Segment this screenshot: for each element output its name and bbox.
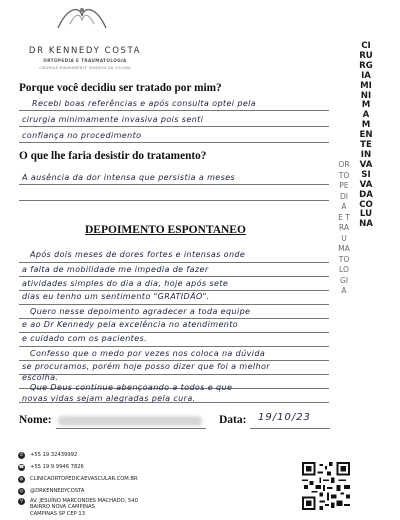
- globe-icon: ◍: [19, 476, 24, 482]
- date-value: 19/10/23: [258, 412, 311, 423]
- contact-instagram-row: [18, 486, 84, 496]
- testimony-title: DEPOIMENTO ESPONTANEO: [85, 224, 246, 236]
- contact-whatsapp-row: [18, 462, 84, 472]
- answer-line: [19, 126, 329, 127]
- redacted-name: [58, 416, 202, 426]
- side-text-secondary: ORTOPEDIA E TRAUMATOLOGIA: [338, 160, 350, 295]
- testimony-line: e cuidado com os pacientes.: [22, 334, 148, 343]
- testimony-line: dias eu tenho um sentimento "GRATIDÃO".: [22, 292, 210, 301]
- instagram-icon: ◎: [19, 488, 24, 494]
- brand-specialty: ORTOPEDIA E TRAUMATOLOGIA: [43, 58, 127, 63]
- question-2-label: O que lhe faria desistir do tratamento?: [19, 150, 207, 162]
- testimony-line: Após dois meses de dores fortes e intensas onde: [30, 250, 246, 259]
- clinic-logo: [0, 0, 170, 80]
- answer-line: [19, 110, 329, 111]
- question-1-answer-line: confiança no procedimento: [22, 131, 142, 140]
- testimony-rule: [19, 290, 329, 291]
- testimony-line: Que Deus continue abençoando a todos e que: [30, 383, 233, 392]
- side-text-primary: CIRURGIA MINIMAMENTE INVASIVA DA COLUNA: [359, 41, 373, 230]
- address-line: AV. JESUÍNO MARCONDES MACHADO, 540: [30, 498, 138, 504]
- question-1-answer-line: Recebi boas referências e após consulta optei pela: [32, 99, 257, 108]
- instagram-handle: @DRKENNEDYCOSTA: [30, 488, 85, 494]
- testimony-rule: [19, 304, 329, 305]
- address-line: BAIRRO NOVA CAMPINAS: [30, 504, 95, 511]
- answer-line: [19, 184, 329, 185]
- testimony-rule: [19, 360, 329, 361]
- testimony-line: escolha.: [22, 373, 59, 382]
- whatsapp-icon: ☎: [18, 464, 25, 470]
- name-underline: [56, 428, 206, 429]
- testimony-rule: [19, 346, 329, 347]
- answer-line: [19, 200, 329, 201]
- testimony-rule: [19, 332, 329, 333]
- address: [30, 498, 138, 517]
- testimony-line: a falta de mobilidade me impedia de fazer: [22, 265, 209, 274]
- brand-tagline: CIRURGIA MINIMAMENTE INVASIVA DA COLUNA: [39, 66, 131, 70]
- date-underline: [250, 428, 330, 429]
- question-1-label: Porque você decidiu ser tratado por mim?: [19, 82, 222, 94]
- address-line: CAMPINAS SP CEP 13: [30, 510, 86, 517]
- location-pin-icon: ⚲: [19, 499, 24, 504]
- contact-phone-row: [18, 450, 77, 460]
- testimony-line: Quero nesse depoimento agradecer a toda equipe: [30, 307, 251, 316]
- testimony-rule: [19, 276, 329, 277]
- contact-address-row: [18, 498, 138, 520]
- website: CLINICAORTOPEDICAEVASCULAR.COM.BR: [30, 476, 138, 482]
- date-label: Data:: [219, 414, 247, 426]
- testimony-line: atividades simples do dia a dia, hoje após sete: [22, 279, 229, 288]
- contact-web-row: [18, 474, 138, 484]
- testimony-rule: [19, 318, 329, 319]
- brand-name: DR KENNEDY COSTA: [28, 46, 142, 56]
- testimony-line: e ao Dr Kennedy pela excelência no atendimento: [22, 320, 239, 329]
- testimony-line: novas vidas sejam alegradas pela cura.: [22, 394, 196, 403]
- qr-code: [302, 462, 350, 510]
- whatsapp-number: +55 19 9 9946 7826: [30, 464, 84, 470]
- question-2-answer-line: A ausência da dor intensa que persistia a meses: [22, 173, 236, 182]
- testimony-line: Confesso que o medo por vezes nos coloca na dúvida: [30, 349, 266, 358]
- testimony-line: se procuramos, porém hoje posso dizer que foi a melhor: [22, 362, 270, 371]
- spine-logo-icon: [50, 2, 114, 32]
- testimony-rule: [19, 262, 329, 263]
- phone-number: +55 19 32439992: [30, 452, 78, 458]
- phone-icon: ✆: [19, 452, 24, 458]
- name-label: Nome:: [19, 414, 52, 426]
- answer-line: [19, 142, 329, 143]
- question-1-answer-line: cirurgia minimamente invasiva pois senti: [22, 115, 204, 124]
